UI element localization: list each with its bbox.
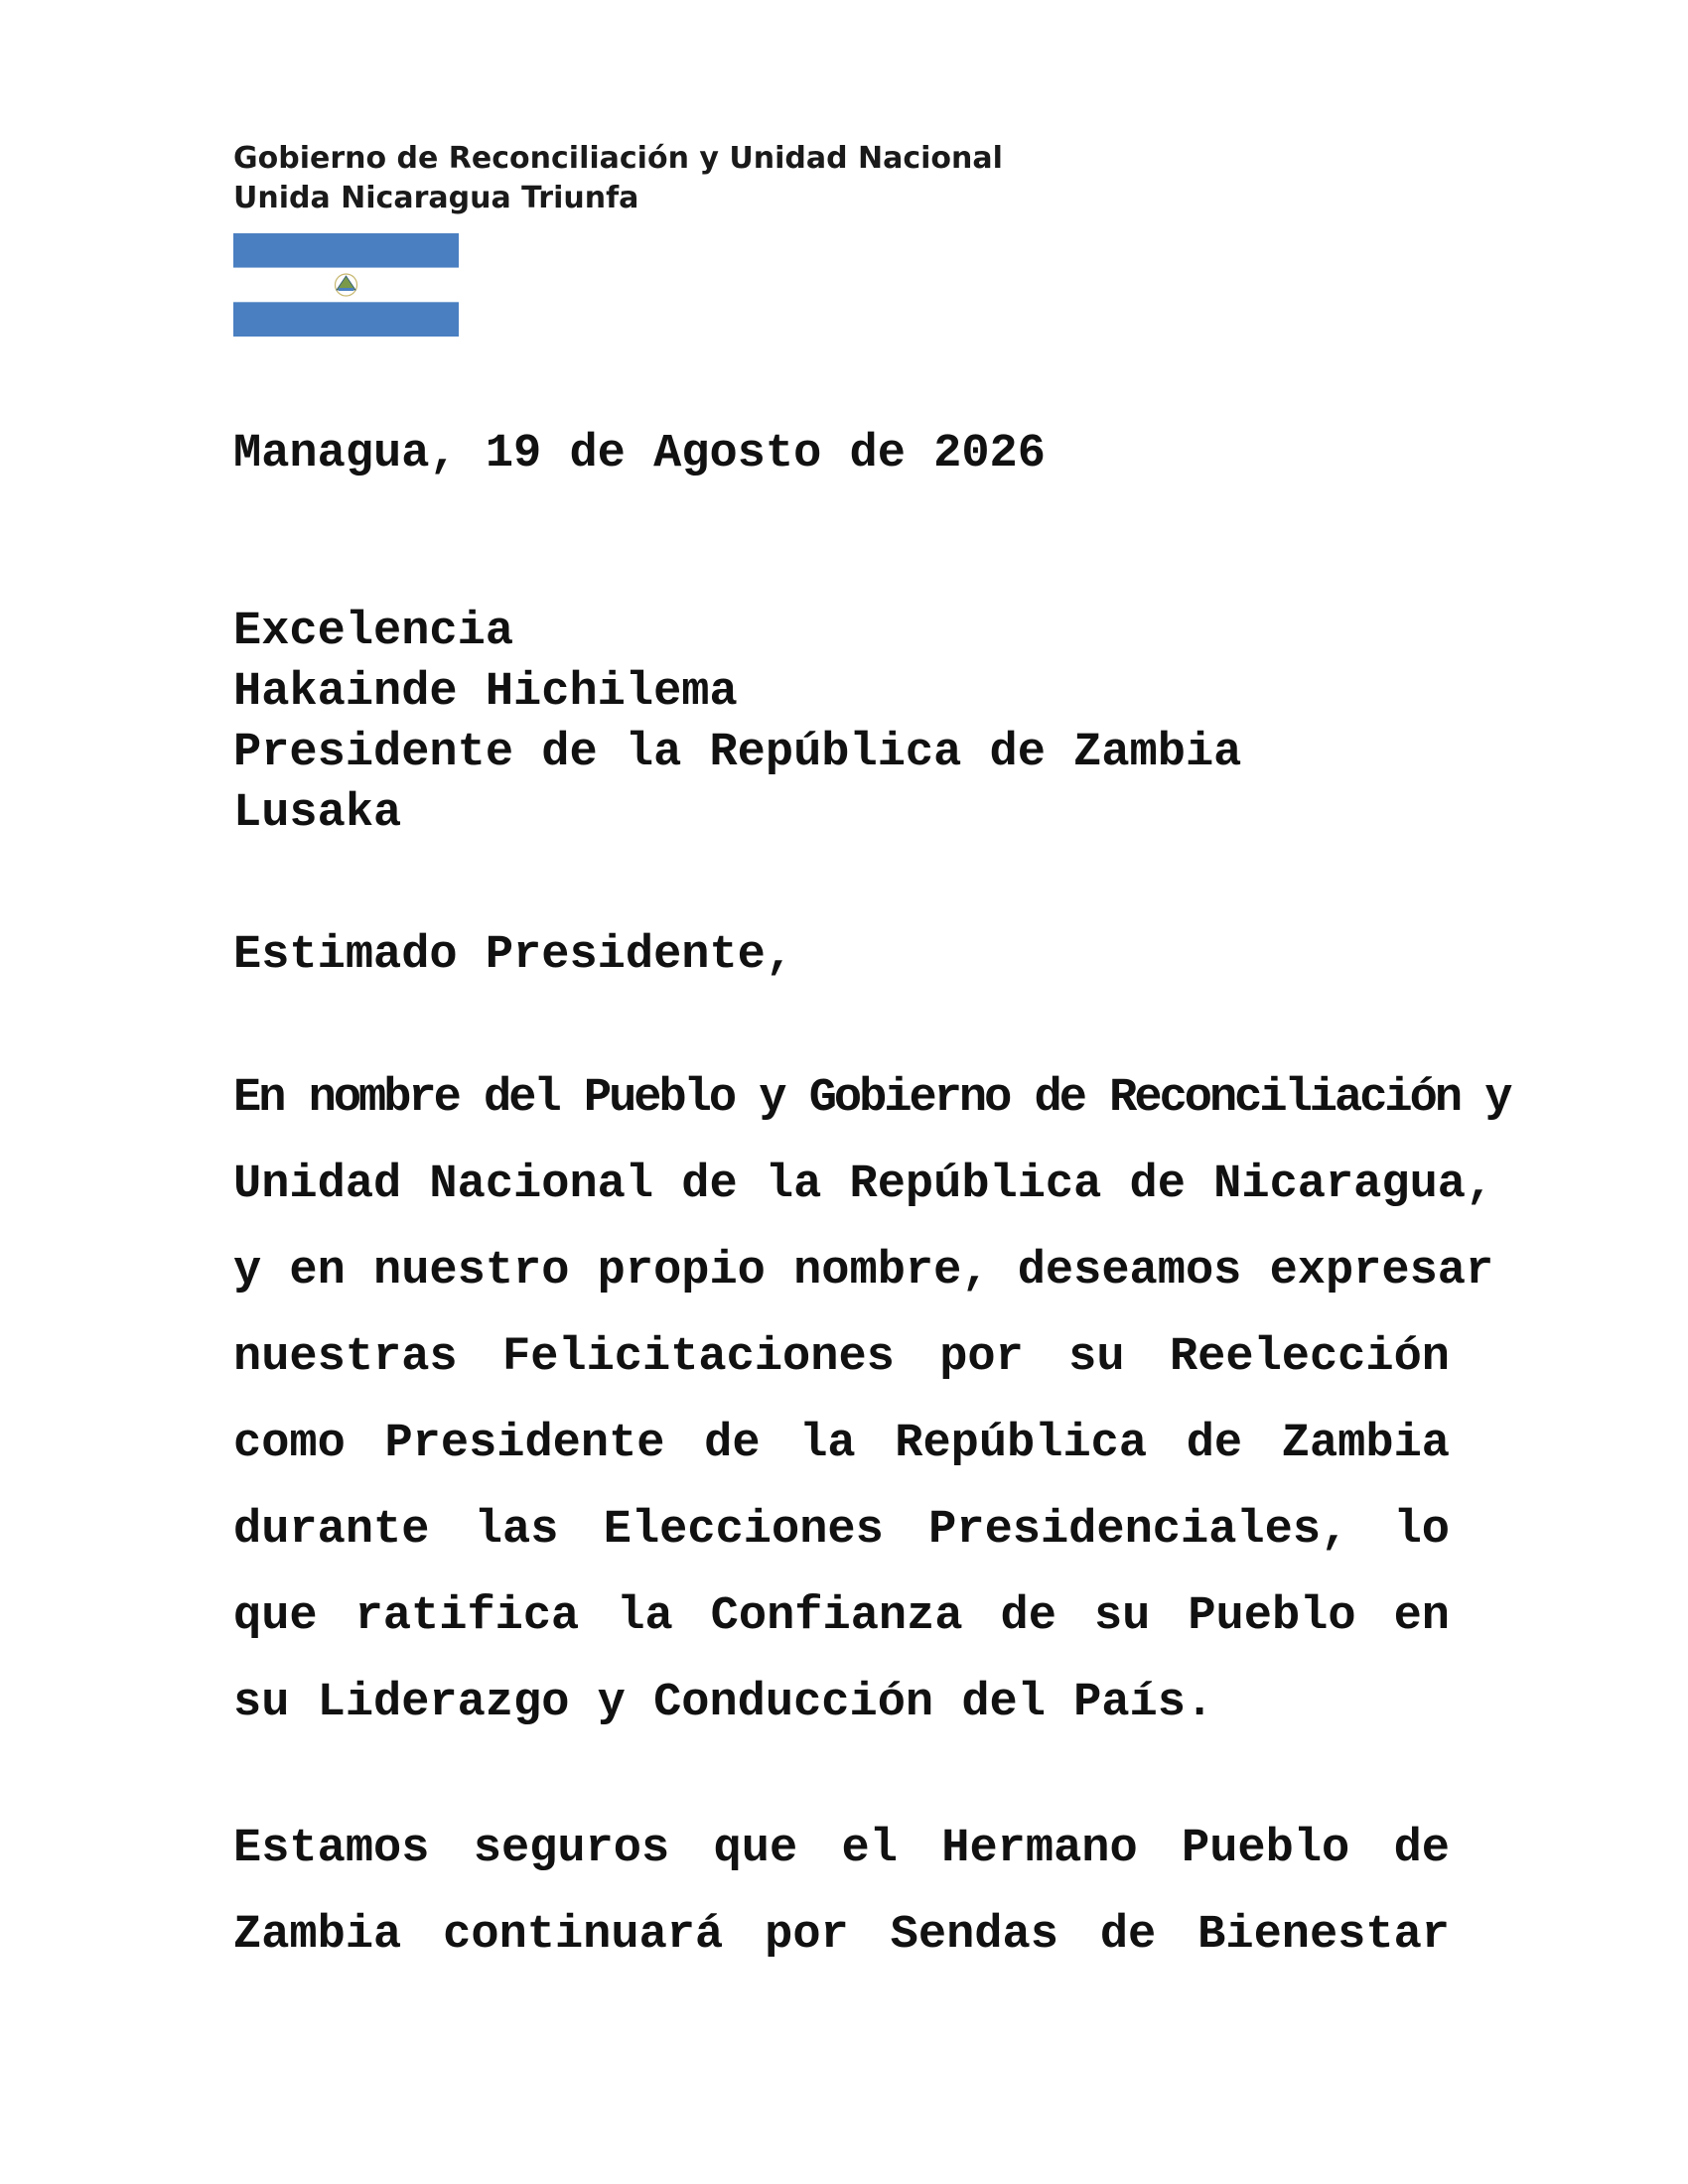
flag-bottom-stripe (233, 302, 459, 337)
body-paragraph-2 (233, 1806, 1450, 1979)
paragraph-line: nuestras Felicitaciones por su Reelección (233, 1331, 1450, 1384)
recipient-name: Hakainde Hichilema (233, 666, 738, 719)
paragraph-line: Estamos seguros que el Hermano Pueblo de (233, 1823, 1450, 1875)
body-paragraph-1 (233, 1055, 1510, 1746)
recipient-honorific: Excelencia (233, 606, 514, 658)
salutation: Estimado Presidente, (233, 929, 794, 982)
recipient-title: Presidente de la República de Zambia (233, 727, 1242, 779)
letter-date: Managua, 19 de Agosto de 2026 (233, 428, 1046, 480)
letterhead-government: Gobierno de Reconciliación y Unidad Nacional (233, 141, 1003, 176)
nicaragua-flag-icon (233, 233, 459, 337)
flag-top-stripe (233, 233, 459, 268)
paragraph-line: su Liderazgo y Conducción del País. (233, 1677, 1214, 1729)
recipient-block (233, 602, 1241, 844)
paragraph-line: Unidad Nacional de la República de Nicaragua, (233, 1159, 1494, 1211)
paragraph-line: que ratifica la Confianza de su Pueblo en (233, 1590, 1450, 1643)
letterhead (233, 139, 1003, 218)
paragraph-line: como Presidente de la República de Zambia (233, 1418, 1450, 1470)
letterhead-slogan: Unida Nicaragua Triunfa (233, 181, 639, 215)
recipient-city: Lusaka (233, 787, 402, 840)
paragraph-line: Zambia continuará por Sendas de Bienestar (233, 1909, 1450, 1962)
paragraph-line: y en nuestro propio nombre, deseamos expresar (233, 1245, 1494, 1297)
paragraph-line: En nombre del Pueblo y Gobierno de Reconciliación y (233, 1072, 1510, 1125)
paragraph-line: durante las Elecciones Presidenciales, lo (233, 1504, 1450, 1557)
